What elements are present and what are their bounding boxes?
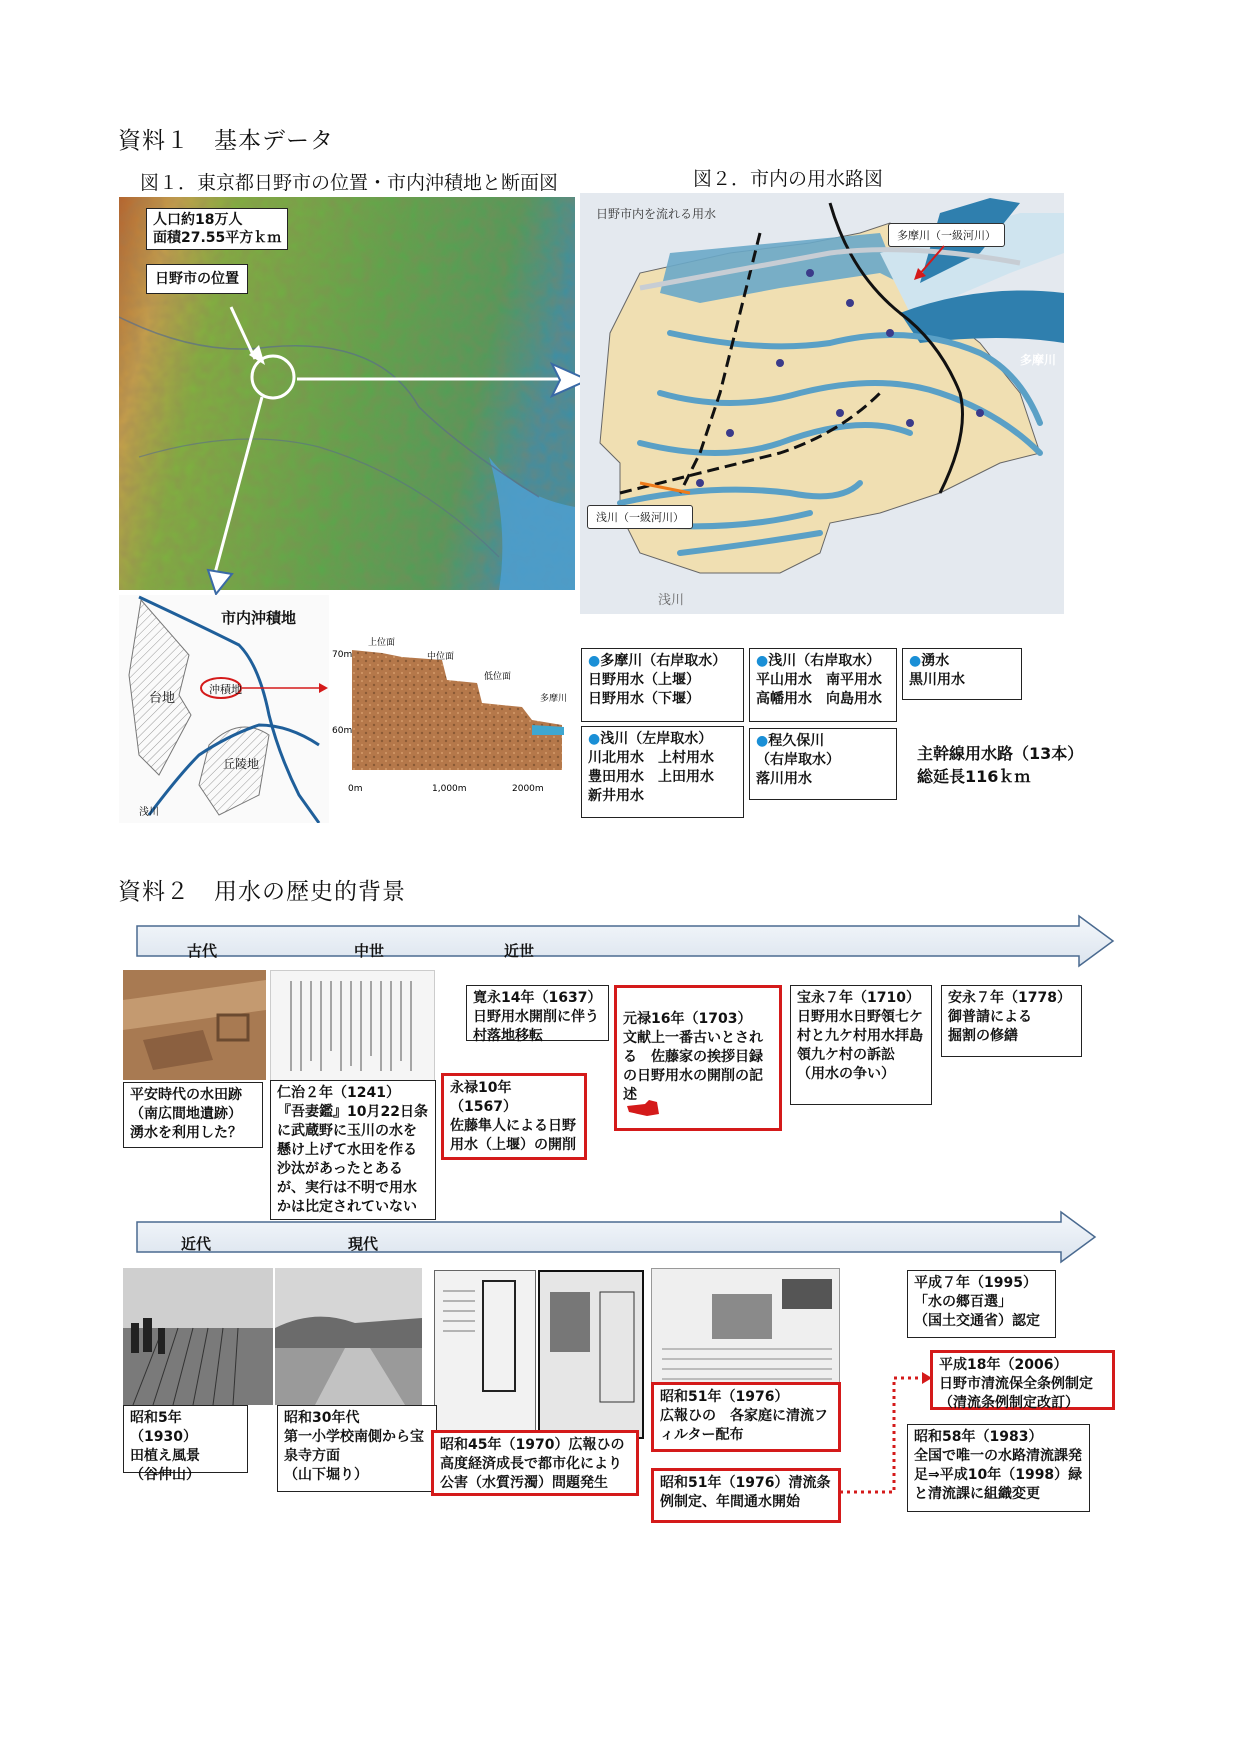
canal-box-spring <box>902 648 1022 700</box>
alluvium-label: 沖積地 <box>209 683 242 696</box>
event-hoei: 宝永７年（1710） 日野用水日野領七ケ村と九ケ村用水拝島領九ケ村の訴訟 （用水の争い） <box>790 985 932 1105</box>
canal-box-text: 湧水 黒川用水 <box>909 653 965 688</box>
canal-box-text: 浅川（左岸取水） 川北用水 上村用水 豊田用水 上田用水 新井用水 <box>588 731 714 804</box>
koho-hino-photo-2 <box>538 1270 644 1439</box>
svg-text:中位面: 中位面 <box>427 652 455 662</box>
alluvium-river: 浅川 <box>139 807 159 818</box>
event-showa45: 昭和45年（1970）広報ひの 高度経済成長で都市化により 公害（水質汚濁）問題発生 <box>431 1430 639 1496</box>
tama-pointer-icon <box>910 244 950 284</box>
section1-heading: 資料１ 基本データ <box>118 128 334 154</box>
cross-section <box>332 595 574 805</box>
tama-river-label: 多摩川（一級河川） <box>888 223 1005 247</box>
svg-text:2000m: 2000m <box>512 784 544 794</box>
excavation-photo <box>123 970 266 1080</box>
fig1-title: 図１．東京都日野市の位置・市内沖積地と断面図 <box>140 172 559 194</box>
timeline-arrow-row1 <box>135 914 1117 968</box>
alluvium-sketch <box>119 595 329 823</box>
event-heian: 平安時代の水田跡 （南広間地遺跡） 湧水を利用した？ <box>123 1082 263 1148</box>
era-contemporary: 現代 <box>348 1235 379 1253</box>
canal-map-heading: 日野市内を流れる用水 <box>596 207 717 221</box>
canal-box-text: 多摩川（右岸取水） 日野用水（上堰） 日野用水（下堰） <box>588 653 727 707</box>
svg-text:低位面: 低位面 <box>484 672 512 682</box>
bullet-icon: ● <box>756 733 769 749</box>
event-showa5: 昭和5年（1930） 田植え風景 （谷仲山） <box>123 1405 248 1473</box>
timeline-arrow-row2 <box>135 1210 1099 1264</box>
relief-map <box>119 197 575 590</box>
event-showa51-filter: 昭和51年（1976） 広報ひの 各家庭に清流フィルター配布 <box>651 1382 841 1452</box>
bullet-icon: ● <box>588 731 601 747</box>
event-heisei18: 平成18年（2006） 日野市清流保全条例制定 （清流条例制定改訂） <box>930 1350 1115 1410</box>
canal-map <box>580 193 1064 614</box>
canal-summary: 主幹線用水路（13本） 総延長116ｋｍ <box>917 744 1084 786</box>
school-south-photo <box>275 1268 422 1405</box>
svg-text:上位面: 上位面 <box>368 638 396 648</box>
fig2-title: 図２．市内の用水路図 <box>693 168 884 190</box>
event-showa58: 昭和58年（1983） 全国で唯一の水路清流課発足⇒平成10年（1998）緑と清流課に組織変更 <box>907 1424 1090 1512</box>
arrow-to-alluvium-icon <box>204 568 234 596</box>
event-genroku <box>614 985 782 1131</box>
canal-box-text: 程久保川 （右岸取水） 落川用水 <box>756 733 840 787</box>
era-early-modern: 近世 <box>504 942 535 960</box>
pointing-hand-icon <box>625 1098 661 1118</box>
koho-hino-photo-1 <box>434 1270 536 1437</box>
canal-map-tama-text: 多摩川 <box>1020 353 1057 367</box>
rice-planting-photo <box>123 1268 273 1405</box>
alluvium-hill: 丘陵地 <box>223 757 260 771</box>
bullet-icon: ● <box>588 653 601 669</box>
svg-text:1,000m: 1,000m <box>432 784 467 794</box>
svg-text:多摩川: 多摩川 <box>540 694 568 704</box>
event-ninji: 仁治２年（1241） 『吾妻鑑』10月22日条に武蔵野に玉川の水を懸け上げて水田を作る沙汰があったとあるが、実行は不明で用水かは比定されていない <box>270 1080 436 1220</box>
era-ancient: 古代 <box>187 942 218 960</box>
event-genroku-text: 元禄16年（1703） 文献上一番古いとされる 佐藤家の挨拶目録の日野用水の開削の記述 <box>623 1011 763 1103</box>
svg-text:70m: 70m <box>332 650 353 660</box>
canal-box-text: 浅川（右岸取水） 平山用水 南平用水 高幡用水 向島用水 <box>756 653 882 707</box>
svg-text:0m: 0m <box>348 784 363 794</box>
event-heisei7: 平成７年（1995） 「水の郷百選」 （国土交通省）認定 <box>907 1270 1056 1338</box>
dotted-connector <box>838 1370 934 1500</box>
canal-box-asa-right <box>749 648 897 722</box>
canal-box-asa-left <box>581 726 744 818</box>
map-location-label: 日野市の位置 <box>146 264 248 294</box>
section2-heading: 資料２ 用水の歴史的背景 <box>118 879 406 905</box>
asa-river-label: 浅川（一級河川） <box>587 505 693 529</box>
era-modern: 近代 <box>181 1235 212 1253</box>
event-showa30s: 昭和30年代 第一小学校南側から宝泉寺方面 （山下堀り） <box>277 1405 437 1492</box>
event-eiroku: 永禄10年（1567） 佐藤隼人による日野用水（上堰）の開削 <box>441 1073 587 1160</box>
map-info-label: 人口約18万人 面積27.55平方ｋｍ <box>146 208 288 250</box>
canal-box-tama <box>581 648 744 722</box>
azuma-kagami-photo <box>270 970 435 1082</box>
event-kanei: 寛永14年（1637） 日野用水開削に伴う村落地移転 <box>466 985 609 1041</box>
event-anei: 安永７年（1778） 御普請による 掘割の修繕 <box>941 985 1082 1057</box>
alluvium-title: 市内沖積地 <box>221 609 297 627</box>
canal-box-hodokubo <box>749 728 897 800</box>
bullet-icon: ● <box>756 653 769 669</box>
koho-hino-1976-photo <box>651 1268 840 1400</box>
bullet-icon: ● <box>909 653 922 669</box>
event-showa51-ordinance: 昭和51年（1976）清流条例制定、年間通水開始 <box>651 1468 841 1523</box>
alluvium-plateau: 台地 <box>149 691 176 706</box>
canal-map-asa-text: 浅川 <box>658 593 685 608</box>
svg-text:60m: 60m <box>332 726 353 736</box>
era-medieval: 中世 <box>354 942 385 960</box>
